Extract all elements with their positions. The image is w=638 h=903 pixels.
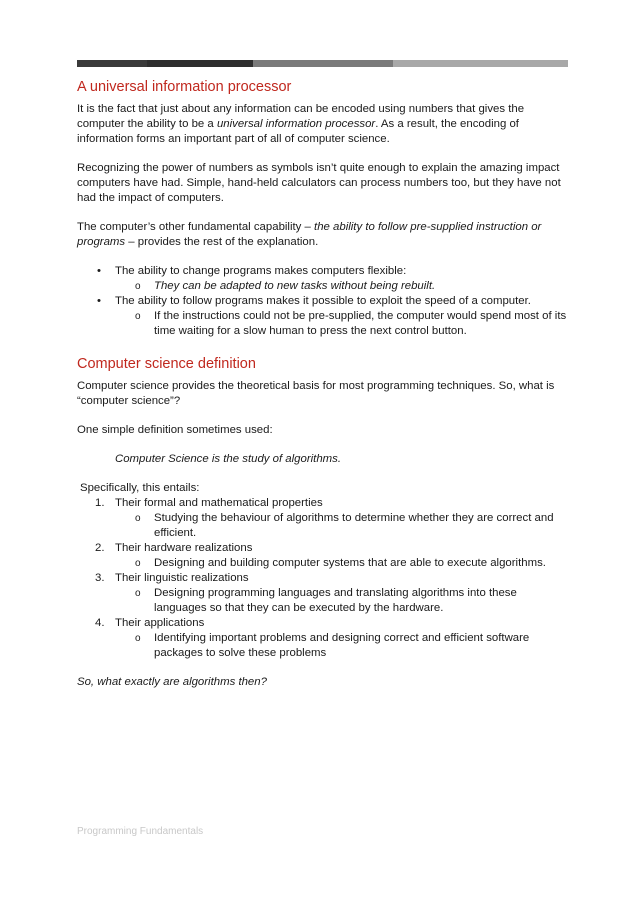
paragraph-capability: The computer’s other fundamental capability – the ability to follow pre-supplied instruction or programs – provides the rest of the explanation.: [77, 221, 542, 248]
page-footer: Programming Fundamentals: [77, 826, 204, 837]
list-item: • The ability to follow programs makes it possible to exploit the speed of a computer.: [97, 295, 531, 307]
list-item: 2. Their hardware realizations: [95, 542, 253, 554]
list-item: 3. Their linguistic realizations: [95, 572, 249, 584]
closing-question: So, what exactly are algorithms then?: [77, 676, 267, 688]
bar-segment-4: [393, 60, 568, 67]
paragraph-theory: Computer science provides the theoretical basis for most programming techniques. So, what is “computer science”?: [77, 380, 555, 407]
list-item: 1. Their formal and mathematical properties: [95, 497, 323, 509]
bar-segment-3: [253, 60, 393, 67]
bullet-list: [77, 264, 567, 339]
list-subitem: o Designing and building computer systems that are able to execute algorithms.: [135, 557, 546, 569]
paragraph-specifically: Specifically, this entails:: [80, 482, 200, 494]
header-color-bar: [77, 60, 568, 67]
list-item: • The ability to change programs makes computers flexible:: [97, 265, 407, 277]
bar-segment-1: [77, 60, 147, 67]
list-subitem: o Designing programming languages and translating algorithms into these languages so that they can be executed by the hardware.: [135, 587, 517, 614]
definition-quote: Computer Science is the study of algorithms.: [115, 453, 342, 465]
list-item: 4. Their applications: [95, 617, 205, 629]
section-heading-definition: Computer science definition: [77, 356, 256, 372]
paragraph-definition-intro: One simple definition sometimes used:: [77, 424, 273, 436]
list-subitem: o If the instructions could not be pre-supplied, the computer would spend most of its time waiting for a slow human to press the next control button.: [135, 310, 567, 337]
list-subitem: o Studying the behaviour of algorithms to determine whether they are correct and efficient.: [135, 512, 554, 539]
document-page: [77, 60, 567, 690]
list-subitem: o They can be adapted to new tasks without being rebuilt.: [135, 280, 436, 292]
bar-segment-2: [147, 60, 253, 67]
paragraph-encoding: It is the fact that just about any information can be encoded using numbers that gives the computer the ability to be a universal information processor. As a result, the encoding of information forms an important part of all of computer science.: [77, 103, 525, 145]
list-subitem: o Identifying important problems and designing correct and efficient software packages to solve these problems: [135, 632, 530, 659]
section-heading-universal: A universal information processor: [77, 79, 292, 95]
numbered-list: [77, 496, 567, 661]
paragraph-numbers: Recognizing the power of numbers as symbols isn’t quite enough to explain the amazing impact computers have had. Simple, hand-held calculators can process numbers too, but they have not had the impact of computers.: [77, 162, 561, 204]
